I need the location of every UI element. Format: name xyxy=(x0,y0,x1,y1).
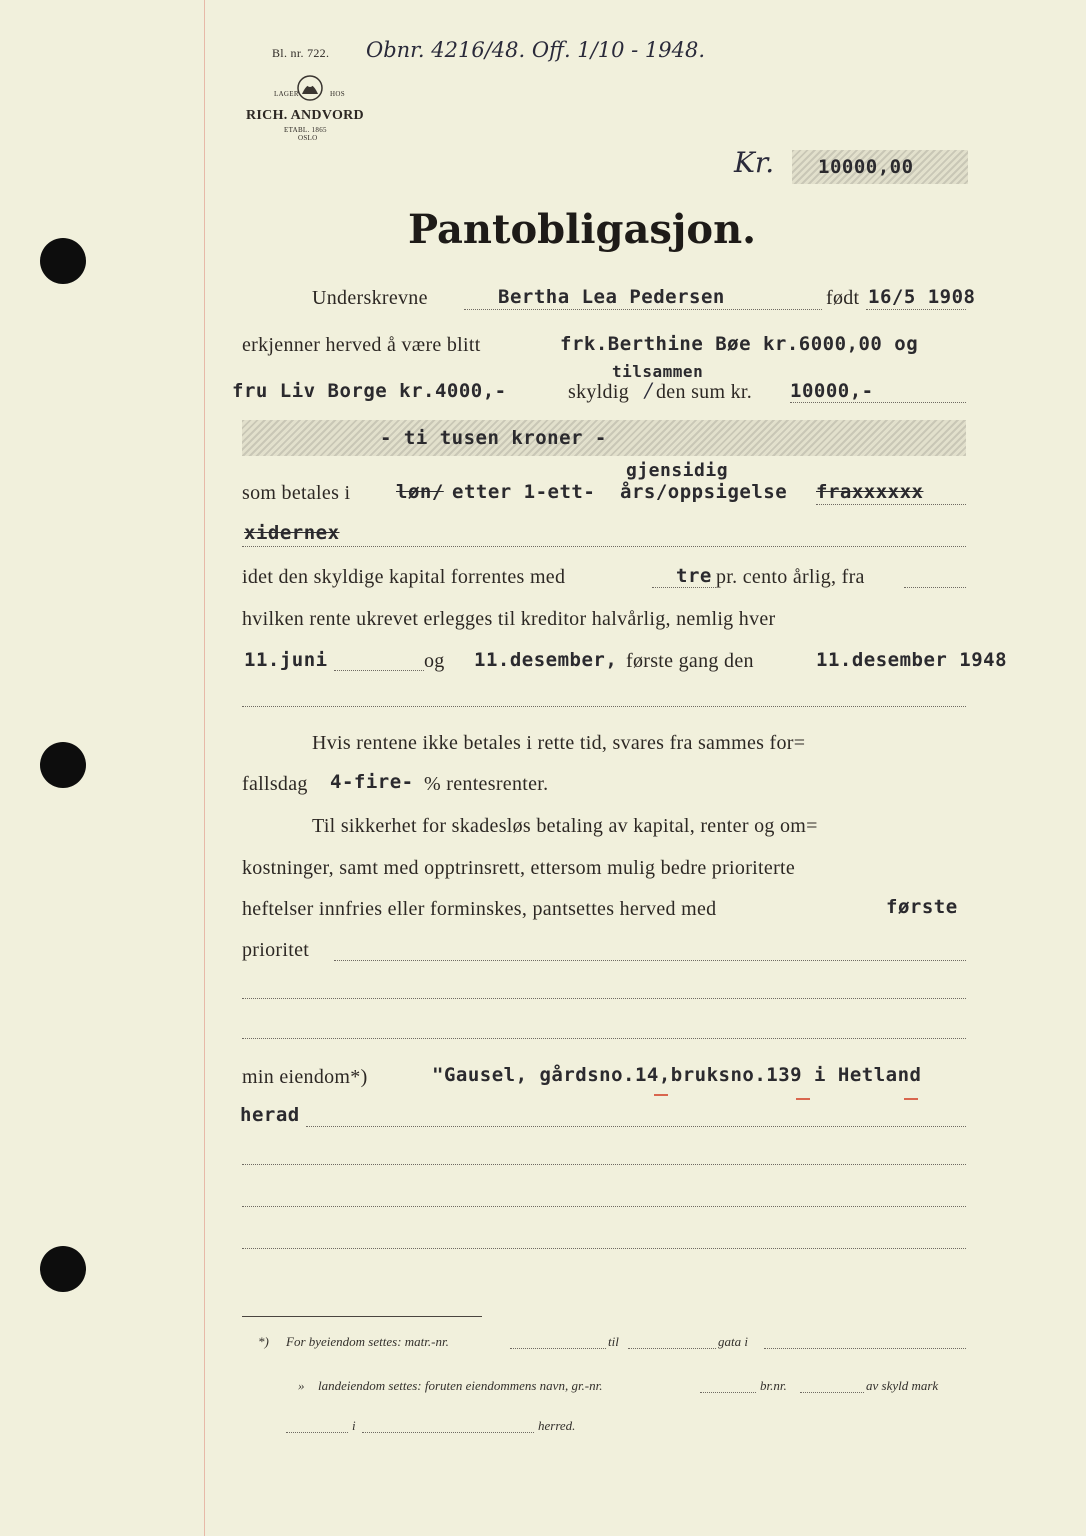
payable-struck: løn/ xyxy=(396,481,444,503)
sum-value: 10000,- xyxy=(790,380,874,402)
acknowledge-label: erkjenner herved å være blitt xyxy=(242,334,481,356)
payable-terms: etter 1-ett- xyxy=(452,481,596,503)
footnote-dot-7 xyxy=(362,1432,534,1433)
footnote-dot-1 xyxy=(510,1348,606,1349)
owed-label: skyldig xyxy=(568,381,629,403)
undersigned-label: Underskrevne xyxy=(312,287,428,309)
priority-dotline-3 xyxy=(242,1038,966,1039)
property-dotline-2 xyxy=(242,1164,966,1165)
property-label: min eiendom*) xyxy=(242,1066,368,1088)
first-time-label: første gang den xyxy=(626,650,754,672)
red-mark-1 xyxy=(654,1094,668,1096)
late-line-1: Hvis rentene ikke betales i rette tid, svares fra sammes for= xyxy=(312,732,806,754)
amount-value: 10000,00 xyxy=(818,156,914,178)
security-line-3: heftelser innfries eller forminskes, pantsettes herved med xyxy=(242,898,717,920)
sum-dotline xyxy=(790,402,966,403)
footnote-dot-3 xyxy=(764,1348,966,1349)
security-line-2: kostninger, samt med opptrinsrett, ettersom mulig bedre prioriterte xyxy=(242,857,796,879)
priority-dotline-1 xyxy=(334,960,966,961)
creditor-line-2: fru Liv Borge kr.4000,- xyxy=(232,380,507,402)
property-dotline-4 xyxy=(242,1248,966,1249)
document-title: Pantobligasjon. xyxy=(408,206,757,253)
late-label: fallsdag xyxy=(242,773,308,795)
footnote-dot-2 xyxy=(628,1348,716,1349)
creditor-line-1: frk.Berthine Bøe kr.6000,00 og xyxy=(560,333,919,355)
handwritten-reference: Obnr. 4216/48. Off. 1/10 - 1948. xyxy=(366,38,706,62)
property-dotline-3 xyxy=(242,1206,966,1207)
payable-struck-3: xidernex xyxy=(244,522,340,544)
footnote-line3-b: herred. xyxy=(538,1418,576,1433)
form-number: Bl. nr. 722. xyxy=(272,46,330,60)
date-1-dotline xyxy=(334,670,424,671)
footnote-line2-marker: » xyxy=(298,1378,305,1393)
red-mark-2 xyxy=(796,1098,810,1100)
interest-tail: pr. cento årlig, fra xyxy=(716,566,865,588)
publisher-established: ETABL. 1865 xyxy=(284,126,327,134)
sum-label: den sum kr. xyxy=(656,381,753,403)
punch-hole-bottom xyxy=(40,1246,86,1292)
owed-slash: / xyxy=(645,378,652,402)
amount-words: - ti tusen kroner - xyxy=(380,427,607,449)
property-value: "Gausel, gårdsno.14,bruksno.139 i Hetland xyxy=(432,1064,922,1086)
born-dotline xyxy=(866,309,966,310)
undersigned-dotline xyxy=(464,309,822,310)
security-line-1: Til sikkerhet for skadesløs betaling av kapital, renter og om= xyxy=(312,815,818,837)
late-tail: % rentesrenter. xyxy=(424,773,549,795)
interest-label: idet den skyldige kapital forrentes med xyxy=(242,566,566,588)
footnote-line1-b: til xyxy=(608,1334,619,1349)
priority-label: prioritet xyxy=(242,939,310,961)
logo-text-hos: HOS xyxy=(330,90,345,98)
payable-insert: gjensidig xyxy=(626,460,729,481)
undersigned-name: Bertha Lea Pedersen xyxy=(498,286,725,308)
footnote-dot-6 xyxy=(286,1432,348,1433)
logo-text-lager: LAGER xyxy=(274,90,299,98)
interest-line-2: hvilken rente ukrevet erlegges til kreditor halvårlig, nemlig hver xyxy=(242,608,776,630)
first-date: 11.desember 1948 xyxy=(816,649,1008,671)
payable-notice: års/oppsigelse xyxy=(620,481,788,503)
margin-rule xyxy=(204,0,205,1536)
payable-dotline-2 xyxy=(242,546,966,547)
payable-struck-2: fraxxxxxx xyxy=(816,481,924,503)
interest-dotline xyxy=(652,587,716,588)
born-date: 16/5 1908 xyxy=(868,286,976,308)
footnote-line1-a: For byeiendom settes: matr.-nr. xyxy=(286,1334,449,1349)
og-label: og xyxy=(424,650,445,672)
red-mark-3 xyxy=(904,1098,918,1100)
priority-dotline-2 xyxy=(242,998,966,999)
born-label: født xyxy=(826,287,860,309)
footnote-line1-c: gata i xyxy=(718,1334,748,1349)
footnote-marker: *) xyxy=(258,1334,269,1349)
late-rate: 4-fire- xyxy=(330,771,414,793)
footnote-dot-5 xyxy=(800,1392,864,1393)
footnote-line2-b: br.nr. xyxy=(760,1378,787,1393)
property-dotline-1 xyxy=(306,1126,966,1127)
punch-hole-top xyxy=(40,238,86,284)
punch-hole-middle xyxy=(40,742,86,788)
publisher-name: RICH. ANDVORD xyxy=(246,108,364,123)
owed-insert: tilsammen xyxy=(612,362,704,381)
footnote-line2-a: landeiendom settes: foruten eiendommens navn, gr.-nr. xyxy=(318,1378,603,1393)
amount-label: Kr. xyxy=(734,146,775,179)
footnote-line2-c: av skyld mark xyxy=(866,1378,939,1393)
priority-value: første xyxy=(886,896,958,918)
publisher-logo xyxy=(244,70,380,146)
footnote-line3-a: i xyxy=(352,1418,356,1433)
interest-rate: tre xyxy=(676,565,712,587)
interest-tail-dotline xyxy=(904,587,966,588)
payable-label: som betales i xyxy=(242,482,351,504)
publisher-city: OSLO xyxy=(298,134,318,142)
dates-dotline xyxy=(242,706,966,707)
interest-date-1: 11.juni xyxy=(244,649,328,671)
property-value-2: herad xyxy=(240,1104,300,1126)
footnote-dot-4 xyxy=(700,1392,756,1393)
interest-date-2: 11.desember, xyxy=(474,649,618,671)
payable-dotline xyxy=(816,504,966,505)
footnote-rule xyxy=(242,1316,482,1317)
